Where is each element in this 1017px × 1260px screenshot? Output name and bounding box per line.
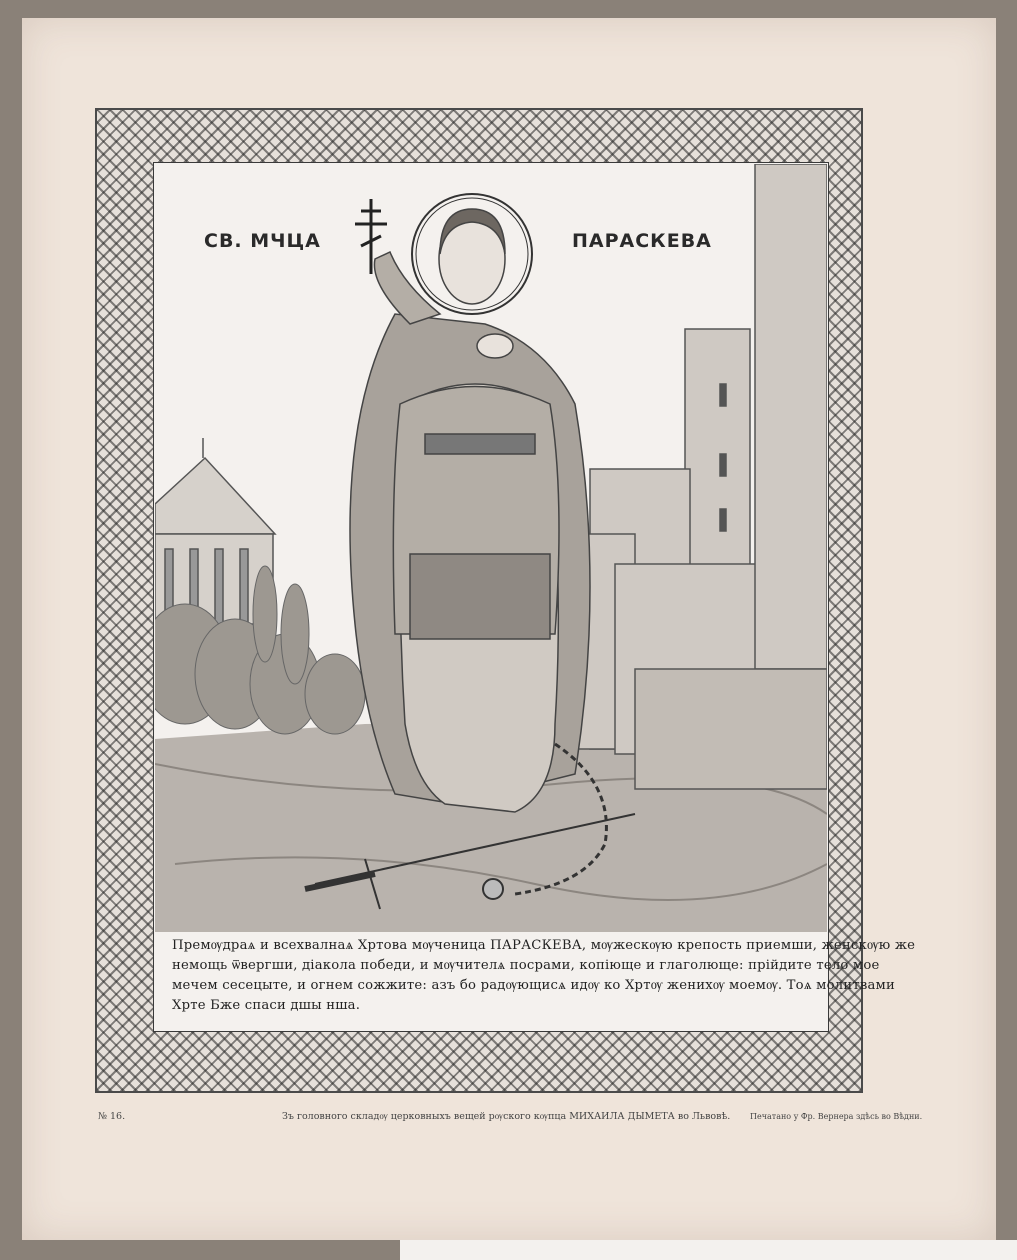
print-number: № 16.: [98, 1111, 126, 1122]
troparion-line: Хрте Бже спаси дшы нша.: [172, 998, 361, 1013]
scan-bottom-strip: [400, 1240, 1017, 1260]
troparion-line: немощь ѿвергши, діакола победи, и мѹчителѧ посрами, копіюще и глаголюще: прійдите тело мое: [172, 958, 880, 973]
saint-illustration: [155, 164, 827, 932]
troparion-text: [172, 936, 916, 1016]
troparion-line: Премѹдраѧ и всехвалнаѧ Хртова мѹченица ПАРАСКЕВА, мѹжескѹю крепость приемши, женскѹю же: [172, 938, 916, 953]
publisher-line: Зъ головного складѹ церковныхъ вещей рѹского кѹпца МИХАИЛА ДЫМЕТА во Львовѣ.: [282, 1111, 731, 1122]
title-left: СВ. МЧЦА: [204, 230, 321, 252]
title-right: ПАРАСКЕВА: [572, 230, 712, 252]
printer-line: Печатано у Фр. Вернера здѣсь во Вѣдни.: [750, 1112, 923, 1121]
troparion-line: мечем сесецыте, и огнем сожжите: азъ бо радѹющисѧ идѹ ко Хртѹ женихѹ моемѹ. Тоѧ молитвами: [172, 978, 895, 993]
